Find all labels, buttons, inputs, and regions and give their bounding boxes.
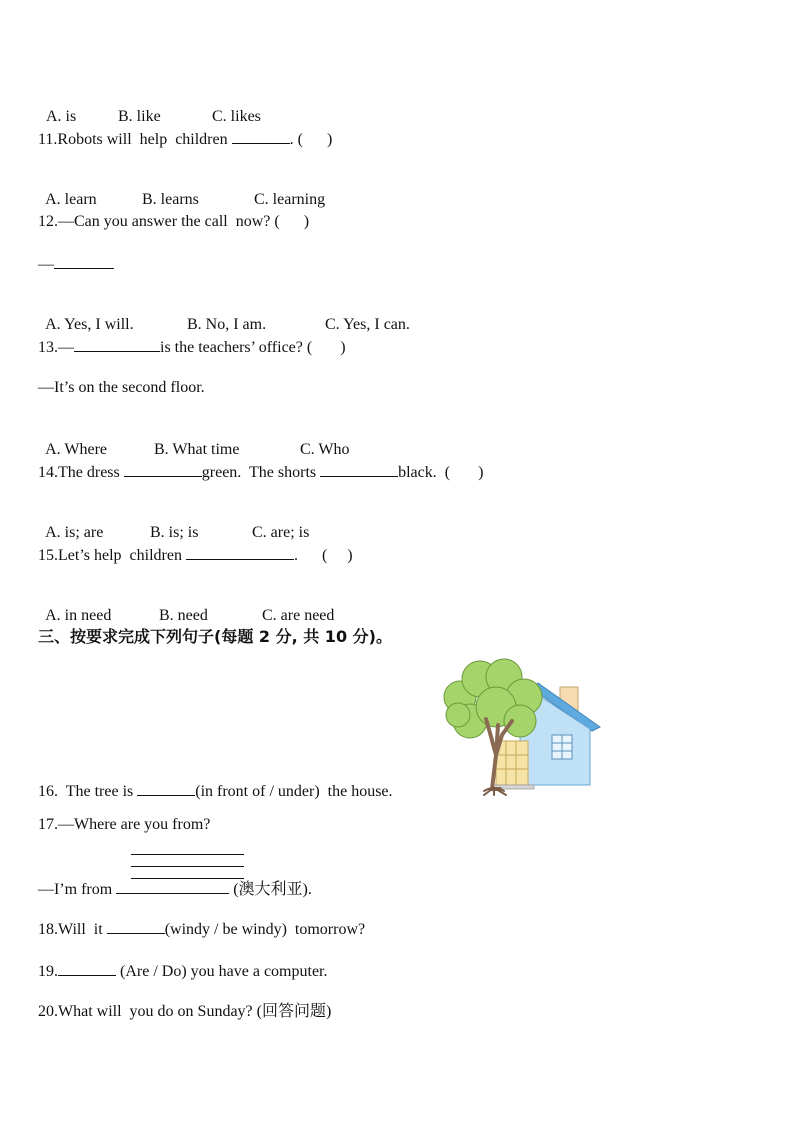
q12-option-b: B. No, I am. — [187, 316, 267, 333]
q17-reply: —I’m from (澳大利亚). — [38, 881, 312, 898]
q15-option-b: B. need — [159, 607, 208, 624]
q17-blank[interactable] — [116, 879, 229, 894]
q19-question: 19. (Are / Do) you have a computer. — [38, 963, 328, 980]
q15-options — [38, 586, 335, 626]
q14-question: 14.The dress green. The shorts black. ( ) — [38, 464, 484, 481]
q13-options — [38, 420, 350, 460]
q17-question: 17.—Where are you from? — [38, 816, 211, 833]
q18-question: 18.Will it (windy / be windy) tomorrow? — [38, 921, 366, 938]
q11-option-b: B. learns — [142, 191, 199, 208]
q11-option-a: A. learn — [45, 191, 97, 208]
q12-blank[interactable] — [54, 254, 114, 269]
q14-blank-1[interactable] — [124, 462, 202, 477]
q17-writing-line-2[interactable] — [131, 866, 244, 867]
q16-question: 16. The tree is (in front of / under) the house. — [38, 783, 393, 800]
q15-question: 15.Let’s help children . ( ) — [38, 547, 353, 564]
q18-blank[interactable] — [107, 919, 165, 934]
q11-option-c: C. learning — [254, 191, 326, 208]
q10-option-a: A. is — [46, 108, 77, 125]
q19-blank[interactable] — [58, 961, 116, 976]
section-3-heading: 三、按要求完成下列句子(每题 2 分, 共 10 分)。 — [38, 627, 392, 646]
q12-reply: — — [38, 254, 114, 275]
tree-and-house-illustration — [440, 655, 602, 797]
q13-option-c: C. Who — [300, 441, 350, 458]
q10-option-b: B. like — [118, 108, 161, 125]
q14-option-a: A. is; are — [45, 524, 104, 541]
q12-options — [38, 295, 410, 335]
q11-blank[interactable] — [232, 129, 290, 144]
q12-question: 12.—Can you answer the call now? ( ) — [38, 213, 310, 230]
q14-option-c: C. are; is — [252, 524, 310, 541]
q13-question: 13.— is the teachers’ office? ( ) — [38, 339, 346, 356]
q10-options — [38, 87, 261, 127]
q12-option-a: A. Yes, I will. — [45, 316, 134, 333]
q14-options — [38, 503, 310, 543]
q14-blank-2[interactable] — [320, 462, 398, 477]
q17-writing-line-1[interactable] — [131, 854, 244, 855]
q15-option-c: C. are need — [262, 607, 335, 624]
q11-question: 11.Robots will help children . ( ) — [38, 131, 333, 148]
q13-option-b: B. What time — [154, 441, 240, 458]
q15-option-a: A. in need — [45, 607, 112, 624]
q14-option-b: B. is; is — [150, 524, 199, 541]
q13-option-a: A. Where — [45, 441, 108, 458]
q20-question: 20.What will you do on Sunday? (回答问题) — [38, 1003, 332, 1020]
q11-options — [38, 170, 326, 210]
q12-option-c: C. Yes, I can. — [325, 316, 410, 333]
q13-blank[interactable] — [74, 337, 160, 352]
q13-reply: —It’s on the second floor. — [38, 379, 205, 396]
q10-option-c: C. likes — [212, 108, 261, 125]
q15-blank[interactable] — [186, 545, 294, 560]
q16-blank[interactable] — [137, 781, 195, 796]
